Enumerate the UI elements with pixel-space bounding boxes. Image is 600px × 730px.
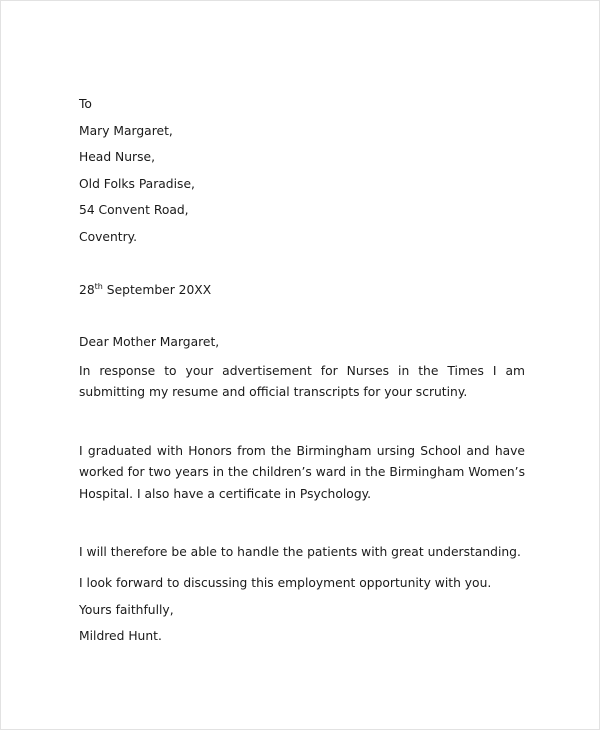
letter-salutation: Dear Mother Margaret,: [79, 334, 220, 349]
body-paragraph-3: I will therefore be able to handle the patients with great understanding.: [79, 545, 521, 559]
closing-followup: I look forward to discussing this employment opportunity with you.: [79, 576, 492, 590]
address-line-organization: Old Folks Paradise,: [79, 176, 195, 191]
date-day: 28: [79, 282, 95, 297]
date-ordinal-suffix: th: [94, 281, 103, 291]
closing-valediction: Yours faithfully,: [79, 602, 174, 617]
body-paragraph-2: I graduated with Honors from the Birmingham ursing School and have worked for two years in the children’s ward in the Birmingham Women’s Hospital. I also have a certificate in Psychology.: [79, 443, 525, 501]
body-paragraph-1: In response to your advertisement for Nurses in the Times I am submitting my resume and official transcripts for your scrutiny.: [79, 363, 525, 399]
address-line-city: Coventry.: [79, 229, 138, 244]
recipient-address-block: [79, 97, 525, 244]
address-line-job-title: Head Nurse,: [79, 150, 155, 164]
letter-date: [79, 283, 525, 297]
address-line-street: 54 Convent Road,: [79, 203, 189, 217]
address-heading: To: [79, 97, 92, 111]
letter-content: [79, 97, 525, 643]
date-month-year: September 20XX: [102, 282, 212, 297]
address-line-recipient-name: Mary Margaret,: [79, 123, 173, 138]
closing-signature-name: Mildred Hunt.: [79, 629, 162, 643]
